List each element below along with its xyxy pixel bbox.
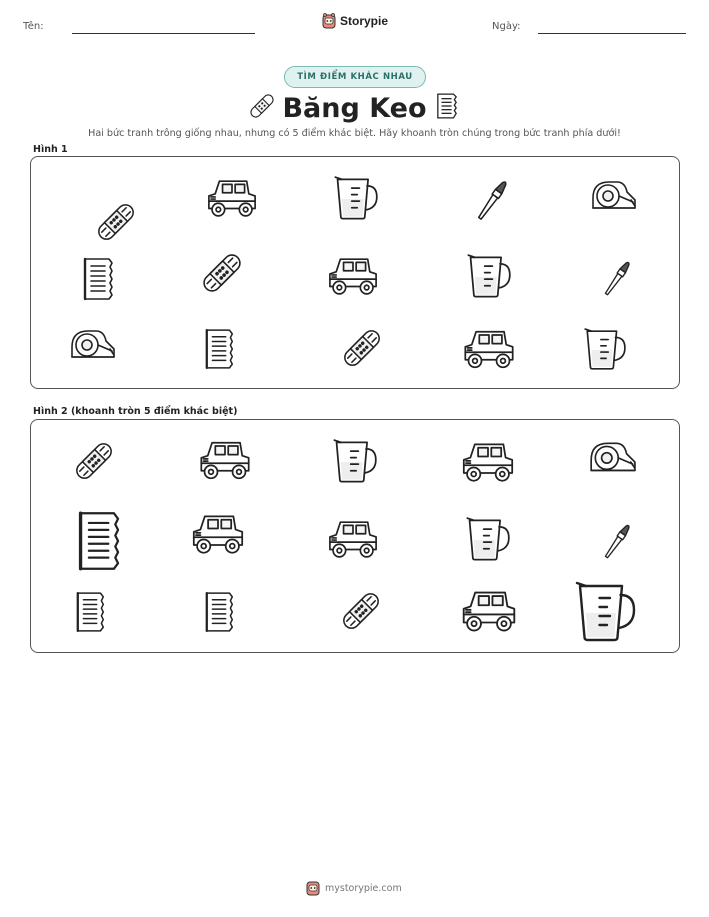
measuring-cup-icon bbox=[464, 253, 512, 301]
measuring-cup-icon[interactable] bbox=[329, 438, 379, 486]
footer-url: mystorypie.com bbox=[325, 882, 402, 894]
bandage-icon bbox=[198, 249, 246, 297]
car-icon[interactable] bbox=[459, 440, 517, 484]
car-icon[interactable] bbox=[189, 512, 247, 556]
paintbrush-icon[interactable] bbox=[597, 518, 637, 566]
notebook-icon[interactable] bbox=[203, 590, 237, 634]
paintbrush-icon bbox=[469, 177, 515, 225]
tape-dispenser-icon bbox=[67, 327, 117, 367]
storypie-mascot-icon bbox=[322, 13, 336, 29]
car-icon bbox=[201, 177, 263, 219]
bandage-icon[interactable] bbox=[337, 588, 385, 634]
footer bbox=[306, 880, 402, 896]
car-icon bbox=[461, 327, 517, 371]
worksheet-type-badge: TÌM ĐIỂM KHÁC NHAU bbox=[284, 66, 426, 88]
measuring-cup-icon[interactable] bbox=[461, 516, 513, 564]
name-label: Tên: bbox=[23, 21, 44, 32]
bandage-icon bbox=[93, 199, 139, 245]
date-line[interactable] bbox=[538, 33, 686, 34]
car-icon bbox=[324, 255, 382, 297]
page-title: Băng Keo bbox=[282, 93, 427, 124]
measuring-cup-icon bbox=[331, 175, 379, 223]
car-icon[interactable] bbox=[459, 588, 519, 634]
instructions-text: Hai bức tranh trông giống nhau, nhưng có 5 điểm khác biệt. Hãy khoanh tròn chúng trong bức tranh phía dưới! bbox=[88, 128, 621, 139]
paintbrush-icon bbox=[597, 255, 637, 303]
bandage-icon bbox=[339, 325, 385, 371]
storypie-mascot-icon bbox=[306, 880, 320, 896]
notebook-icon[interactable] bbox=[75, 510, 125, 572]
storypie-logo bbox=[322, 13, 388, 29]
panel-2-label: Hình 2 (khoanh tròn 5 điểm khác biệt) bbox=[33, 406, 238, 417]
car-icon[interactable] bbox=[324, 518, 382, 560]
title-notebook-icon bbox=[436, 92, 458, 120]
notebook-icon[interactable] bbox=[74, 590, 108, 634]
name-line[interactable] bbox=[72, 33, 255, 34]
notebook-icon bbox=[80, 257, 118, 301]
logo-text: Storypie bbox=[340, 14, 389, 28]
car-icon[interactable] bbox=[197, 438, 253, 482]
picture-panel-2[interactable] bbox=[30, 419, 680, 653]
notebook-icon bbox=[203, 327, 237, 371]
panel-1-label: Hình 1 bbox=[33, 144, 68, 155]
measuring-cup-icon[interactable] bbox=[571, 580, 637, 646]
date-label: Ngày: bbox=[492, 21, 521, 32]
picture-panel-1 bbox=[30, 156, 680, 389]
bandage-icon[interactable] bbox=[71, 438, 117, 484]
measuring-cup-icon bbox=[581, 327, 627, 373]
tape-dispenser-icon[interactable] bbox=[587, 438, 637, 482]
tape-dispenser-icon bbox=[589, 177, 637, 219]
